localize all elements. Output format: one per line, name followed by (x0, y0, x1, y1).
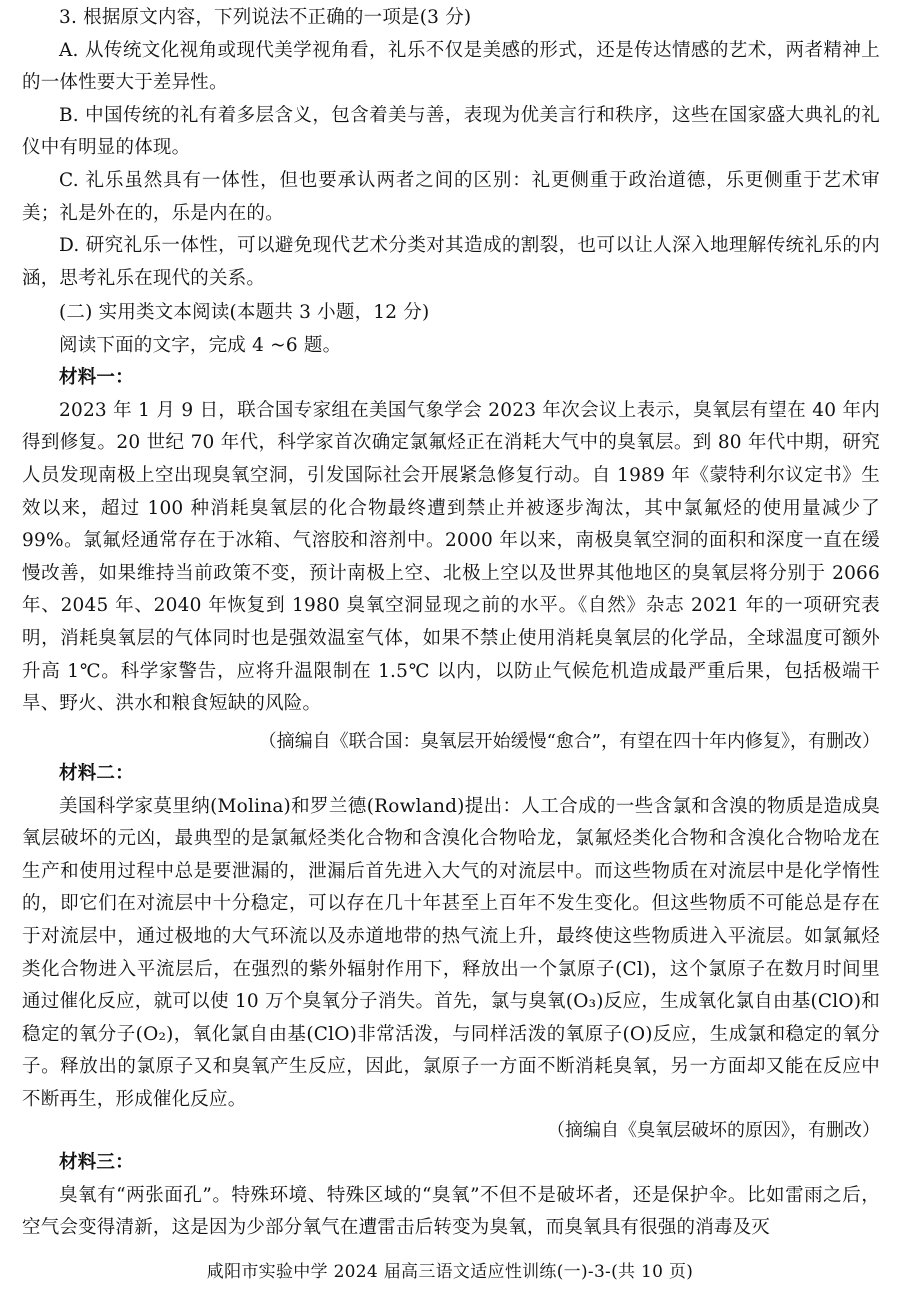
option-b: B. 中国传统的礼有着多层含义，包含着美与善，表现为优美言行和秩序，这些在国家盛大典礼的礼仪中有明显的体现。 (22, 104, 880, 159)
material-2-body: 美国科学家莫里纳(Molina)和罗兰德(Rowland)提出：人工合成的一些含氯和含溴的物质是造成臭氧层破坏的元凶，最典型的是氯氟烃类化合物和含溴化合物哈龙，氯氟烃类化合物和含溴化合物哈龙在生产和使用过程中总是要泄漏的，泄漏后首先进入大气的对流层中。而这些物质在对流层中是化学惰性的，即它们在对流层中十分稳定，可以存在几十年甚至上百年不发生变化。但这些物质不可能总是存在于对流层中，通过极地的大气环流以及赤道地带的热气流上升，最终使这些物质进入平流层。如氯氟烃类化合物进入平流层后，在强烈的紫外辐射作用下，释放出一个氯原子(Cl)，这个氯原子在数月时间里通过催化反应，就可以使 10 万个臭氧分子消失。首先，氯与臭氧(O₃)反应，生成氧化氯自由基(ClO)和稳定的氧分子(O₂)，氧化氯自由基(ClO)非常活泼，与同样活泼的氧原子(O)反应，生成氯和稳定的氧分子。释放出的氯原子又和臭氧产生反应，因此，氯原子一方面不断消耗臭氧，另一方面却又能在反应中不断再生，形成催化反应。 (22, 795, 880, 1110)
material-2-source: （摘编自《臭氧层破坏的原因》，有删改） (547, 1120, 880, 1141)
option-a: A. 从传统文化视角或现代美学视角看，礼乐不仅是美感的形式，还是传达情感的艺术，两者精神上的一体性要大于差异性。 (22, 39, 880, 94)
material-2 (22, 758, 880, 1117)
material-1-body: 2023 年 1 月 9 日，联合国专家组在美国气象学会 2023 年次会议上表示，臭氧层有望在 40 年内得到修复。20 世纪 70 年代，科学家首次确定氯氟烃正在消耗大气中的臭氧层。到 80 年代中期，研究人员发现南极上空出现臭氧空洞，引发国际社会开展紧急修复行动。自 1989 年《蒙特利尔议定书》生效以来，超过 100 种消耗臭氧层的化合物最终遭到禁止并被逐步淘汰，其中氯氟烃的使用量减少了 99%。氯氟烃通常存在于冰箱、气溶胶和溶剂中。2000 年以来，南极臭氧空洞的面积和深度一直在缓慢改善，如果维持当前政策不变，预计南极上空、北极上空以及世界其他地区的臭氧层将分别于 2066 年、2045 年、2040 年恢复到 1980 臭氧空洞显现之前的水平。《自然》杂志 2021 年的一项研究表明，消耗臭氧层的气体同时也是强效温室气体，如果不禁止使用消耗臭氧层的化学品，全球温度可额外升高 1℃。科学家警告，应将升温限制在 1.5℃ 以内，以防止气候危机造成最严重后果，包括极端干旱、野火、洪水和粮食短缺的风险。 (22, 399, 880, 715)
section-2-instruction: 阅读下面的文字，完成 4 ~6 题。 (59, 334, 342, 356)
material-1-label: 材料一： (59, 367, 134, 389)
option-c: C. 礼乐虽然具有一体性，但也要承认两者之间的区别：礼更侧重于政治道德，乐更侧重于艺术审美；礼是外在的，乐是内在的。 (22, 169, 880, 224)
option-d: D. 研究礼乐一体性，可以避免现代艺术分类对其造成的割裂，也可以让人深入地理解传统礼乐的内涵，思考礼乐在现代的关系。 (22, 235, 880, 289)
material-2-label: 材料二： (59, 763, 134, 784)
material-3 (22, 1147, 880, 1245)
material-3-label: 材料三： (59, 1152, 134, 1173)
material-1-source: （摘编自《联合国：臭氧层开始缓慢“愈合”，有望在四十年内修复》，有删改） (258, 731, 880, 752)
section-2 (22, 297, 880, 721)
question-3 (22, 2, 880, 295)
section-2-heading: (二) 实用类文本阅读(本题共 3 小题，12 分) (59, 302, 430, 323)
page-footer: 咸阳市实验中学 2024 届高三语文适应性训练(一)-3-(共 10 页) (206, 1262, 694, 1282)
question-3-stem: 3. 根据原文内容，下列说法不正确的一项是(3 分) (59, 7, 472, 28)
material-3-body: 臭氧有“两张面孔”。特殊环境、特殊区域的“臭氧”不但不是破坏者，还是保护伞。比如雷雨之后，空气会变得清新，这是因为少部分氧气在遭雷击后转变为臭氧，而臭氧具有很强的消毒及灭 (22, 1184, 880, 1239)
